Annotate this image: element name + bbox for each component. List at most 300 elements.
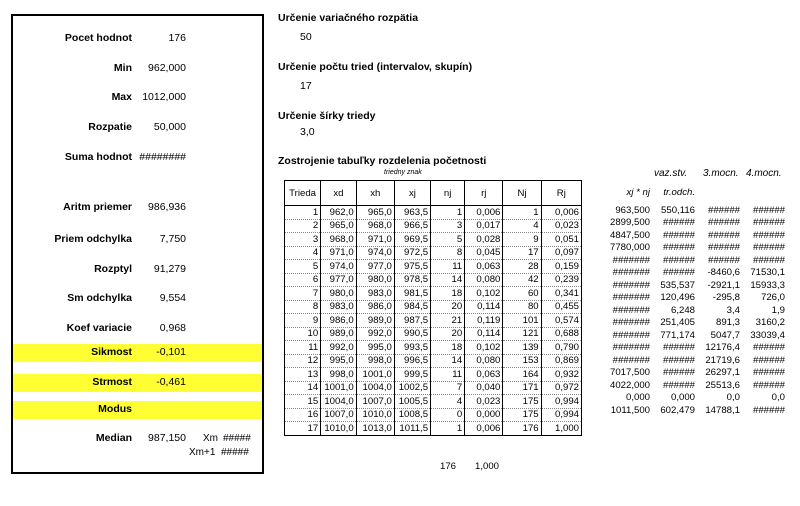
side-table-row bbox=[601, 292, 786, 305]
table-row bbox=[285, 341, 582, 355]
side-table-cell[interactable]: ###### bbox=[662, 254, 695, 266]
range-value[interactable]: 50 bbox=[300, 31, 312, 43]
side-header-4-mocn: 4.mocn. bbox=[746, 168, 782, 179]
table-row bbox=[285, 300, 582, 314]
table-cell[interactable]: 1011,5 bbox=[394, 422, 430, 436]
table-cell[interactable]: 15 bbox=[285, 395, 321, 409]
stat-value[interactable]: -0,101 bbox=[156, 346, 186, 358]
table-cell[interactable]: 5 bbox=[431, 233, 465, 247]
frequency-table-header bbox=[285, 181, 582, 206]
table-cell[interactable]: 993,5 bbox=[394, 341, 430, 355]
table-cell[interactable]: 164 bbox=[503, 368, 541, 382]
table-cell[interactable]: 968,0 bbox=[356, 219, 394, 233]
table-cell[interactable]: 992,0 bbox=[321, 341, 356, 355]
side-table-cell[interactable]: ###### bbox=[707, 217, 740, 229]
table-cell[interactable]: 153 bbox=[503, 354, 541, 368]
side-table-cell[interactable]: 7780,000 bbox=[609, 242, 650, 254]
table-cell[interactable]: 2 bbox=[285, 219, 321, 233]
table-cell[interactable]: 965,0 bbox=[356, 206, 394, 220]
stat-value[interactable]: 7,750 bbox=[159, 233, 186, 245]
table-cell[interactable]: 975,5 bbox=[394, 260, 430, 274]
table-cell[interactable]: 1010,0 bbox=[356, 408, 394, 422]
table-cell[interactable]: 969,5 bbox=[394, 233, 430, 247]
stat-label: Sm odchylka bbox=[67, 292, 132, 304]
side-table-cell[interactable]: 21719,6 bbox=[705, 354, 740, 366]
table-cell[interactable]: 121 bbox=[503, 327, 541, 341]
table-row bbox=[285, 327, 582, 341]
table-cell[interactable]: 983,0 bbox=[321, 300, 356, 314]
stat-row bbox=[13, 89, 262, 107]
stat-label: Strmost bbox=[92, 376, 132, 388]
side-table-cell[interactable]: ####### bbox=[612, 317, 650, 329]
table-cell[interactable]: 175 bbox=[503, 408, 541, 422]
table-cell[interactable]: 1007,0 bbox=[356, 395, 394, 409]
table-cell[interactable]: 1 bbox=[431, 422, 465, 436]
side-table-cell[interactable]: 6,248 bbox=[670, 304, 695, 316]
table-cell[interactable]: 1007,0 bbox=[321, 408, 356, 422]
table-cell[interactable]: 0,006 bbox=[465, 422, 503, 436]
table-cell[interactable]: 972,5 bbox=[394, 246, 430, 260]
stat-label: Rozpatie bbox=[88, 121, 132, 133]
side-table-cell[interactable]: 2899,500 bbox=[609, 217, 650, 229]
table-cell[interactable]: 176 bbox=[503, 422, 541, 436]
side-table-cell[interactable]: 550,116 bbox=[661, 204, 695, 216]
table-cell[interactable]: 1008,5 bbox=[394, 408, 430, 422]
side-table-cell[interactable]: ####### bbox=[612, 254, 650, 266]
table-cell[interactable]: 0,688 bbox=[541, 327, 581, 341]
stat-row bbox=[13, 199, 262, 217]
table-cell[interactable]: 8 bbox=[285, 300, 321, 314]
table-cell[interactable]: 18 bbox=[431, 341, 465, 355]
side-table-cell[interactable]: ###### bbox=[752, 229, 785, 241]
side-table-row bbox=[601, 404, 786, 417]
table-cell[interactable]: 7 bbox=[431, 381, 465, 395]
table-cell[interactable]: 0,341 bbox=[541, 287, 581, 301]
table-cell[interactable]: 0,023 bbox=[465, 395, 503, 409]
side-table-cell[interactable]: ###### bbox=[752, 254, 785, 266]
table-cell[interactable]: 11 bbox=[285, 341, 321, 355]
side-table-cell[interactable]: 26297,1 bbox=[705, 367, 740, 379]
side-table-cell[interactable]: 1011,500 bbox=[610, 404, 650, 416]
side-table-cell[interactable]: 0,000 bbox=[625, 392, 650, 404]
table-cell[interactable]: 9 bbox=[503, 233, 541, 247]
table-cell[interactable]: 963,5 bbox=[394, 206, 430, 220]
table-cell[interactable]: 0,023 bbox=[541, 219, 581, 233]
table-row bbox=[285, 287, 582, 301]
sum-nj[interactable]: 176 bbox=[440, 461, 457, 472]
side-table-cell[interactable]: ###### bbox=[707, 242, 740, 254]
table-cell[interactable]: 0,119 bbox=[465, 314, 503, 328]
table-cell[interactable]: 980,0 bbox=[356, 273, 394, 287]
table-cell[interactable]: 1005,5 bbox=[394, 395, 430, 409]
side-table-row bbox=[601, 242, 786, 255]
stat-value[interactable]: 1012,000 bbox=[142, 91, 186, 103]
side-table-cell[interactable]: 602,479 bbox=[660, 404, 695, 416]
stat-row bbox=[13, 374, 262, 392]
table-cell[interactable]: 1 bbox=[431, 206, 465, 220]
side-table-cell[interactable]: 3160,2 bbox=[755, 317, 785, 329]
frequency-table bbox=[284, 180, 582, 436]
table-cell[interactable]: 0,045 bbox=[465, 246, 503, 260]
side-table-cell[interactable]: ###### bbox=[752, 204, 785, 216]
table-cell[interactable]: 20 bbox=[431, 300, 465, 314]
xm-value[interactable]: ##### bbox=[223, 433, 251, 444]
table-cell[interactable]: 978,5 bbox=[394, 273, 430, 287]
side-table-row bbox=[601, 267, 786, 280]
classes-value[interactable]: 17 bbox=[300, 80, 312, 92]
side-table-cell[interactable]: 0,0 bbox=[771, 392, 785, 404]
side-table-cell[interactable]: 7017,500 bbox=[609, 367, 650, 379]
side-table-cell[interactable]: 0,000 bbox=[670, 392, 695, 404]
stat-value[interactable]: 987,150 bbox=[148, 432, 186, 444]
table-row bbox=[285, 395, 582, 409]
table-cell[interactable]: 0,159 bbox=[541, 260, 581, 274]
stat-value[interactable]: 91,279 bbox=[153, 263, 186, 275]
column-header[interactable]: xj bbox=[394, 181, 430, 206]
stat-label: Priem odchylka bbox=[54, 233, 132, 245]
side-table-cell[interactable]: ####### bbox=[612, 342, 650, 354]
side-table-cell[interactable]: 963,500 bbox=[615, 204, 650, 216]
side-table-cell[interactable]: 4022,000 bbox=[609, 379, 650, 391]
table-cell[interactable]: 0,972 bbox=[541, 381, 581, 395]
table-cell[interactable]: 4 bbox=[431, 395, 465, 409]
xm1-value[interactable]: ##### bbox=[221, 447, 249, 458]
frequency-table-body bbox=[285, 206, 582, 436]
table-cell[interactable]: 0,932 bbox=[541, 368, 581, 382]
side-table-cell[interactable]: 5047,7 bbox=[710, 329, 740, 341]
table-cell[interactable]: 1 bbox=[503, 206, 541, 220]
table-cell[interactable]: 0,080 bbox=[465, 273, 503, 287]
table-row bbox=[285, 233, 582, 247]
table-cell[interactable]: 971,0 bbox=[321, 246, 356, 260]
side-table-cell[interactable]: ###### bbox=[662, 229, 695, 241]
stat-value[interactable]: -0,461 bbox=[156, 376, 186, 388]
table-cell[interactable]: 1002,5 bbox=[394, 381, 430, 395]
table-cell[interactable]: 980,0 bbox=[321, 287, 356, 301]
side-table-cell[interactable]: ###### bbox=[752, 404, 785, 416]
table-cell[interactable]: 990,5 bbox=[394, 327, 430, 341]
side-table-cell[interactable]: 1,9 bbox=[771, 304, 785, 316]
table-cell[interactable]: 21 bbox=[431, 314, 465, 328]
side-column-header[interactable] bbox=[741, 180, 786, 204]
table-cell[interactable]: 986,0 bbox=[321, 314, 356, 328]
table-cell[interactable]: 1001,0 bbox=[356, 368, 394, 382]
table-cell[interactable]: 0,114 bbox=[465, 327, 503, 341]
table-cell[interactable]: 17 bbox=[503, 246, 541, 260]
table-cell[interactable]: 966,5 bbox=[394, 219, 430, 233]
side-table-body bbox=[601, 204, 786, 417]
table-cell[interactable]: 0,063 bbox=[465, 368, 503, 382]
side-column-header[interactable] bbox=[696, 180, 741, 204]
table-row bbox=[285, 381, 582, 395]
table-cell[interactable]: 1,000 bbox=[541, 422, 581, 436]
side-table-cell[interactable]: ###### bbox=[662, 379, 695, 391]
table-cell[interactable]: 11 bbox=[431, 368, 465, 382]
table-cell[interactable]: 171 bbox=[503, 381, 541, 395]
table-cell[interactable]: 974,0 bbox=[356, 246, 394, 260]
side-table-row bbox=[601, 304, 786, 317]
side-table-row bbox=[601, 367, 786, 380]
side-table-cell[interactable]: -295,8 bbox=[712, 292, 740, 304]
table-cell[interactable]: 0,006 bbox=[541, 206, 581, 220]
side-table-cell[interactable]: 71530,1 bbox=[750, 267, 785, 279]
stat-row bbox=[13, 344, 262, 362]
table-cell[interactable]: 28 bbox=[503, 260, 541, 274]
table-cell[interactable]: 989,0 bbox=[356, 314, 394, 328]
stat-row bbox=[13, 60, 262, 78]
table-cell[interactable]: 14 bbox=[431, 354, 465, 368]
side-table-cell[interactable]: 3,4 bbox=[726, 304, 740, 316]
stat-row bbox=[13, 119, 262, 137]
table-row bbox=[285, 246, 582, 260]
table-cell[interactable]: 0,080 bbox=[465, 354, 503, 368]
side-table-cell[interactable]: ###### bbox=[752, 367, 785, 379]
table-cell[interactable]: 971,0 bbox=[356, 233, 394, 247]
side-table-cell[interactable]: 120,496 bbox=[660, 292, 695, 304]
table-cell[interactable]: 0,040 bbox=[465, 381, 503, 395]
table-cell[interactable]: 987,5 bbox=[394, 314, 430, 328]
stat-label: Min bbox=[113, 62, 132, 74]
table-row bbox=[285, 273, 582, 287]
side-column-header[interactable]: xj * nj bbox=[626, 186, 650, 198]
table-cell[interactable]: 0,790 bbox=[541, 341, 581, 355]
table-cell[interactable]: 983,0 bbox=[356, 287, 394, 301]
stat-row bbox=[13, 30, 262, 48]
side-table-row bbox=[601, 229, 786, 242]
table-cell[interactable]: 0,455 bbox=[541, 300, 581, 314]
stat-value[interactable]: 986,936 bbox=[148, 201, 186, 213]
side-table-cell[interactable]: ####### bbox=[612, 279, 650, 291]
table-cell[interactable]: 10 bbox=[285, 327, 321, 341]
table-cell[interactable]: 16 bbox=[285, 408, 321, 422]
stat-row bbox=[13, 290, 262, 308]
table-cell[interactable]: 17 bbox=[285, 422, 321, 436]
side-table-cell[interactable]: 4847,500 bbox=[609, 229, 650, 241]
table-cell[interactable]: 974,0 bbox=[321, 260, 356, 274]
table-cell[interactable]: 996,5 bbox=[394, 354, 430, 368]
table-cell[interactable]: 3 bbox=[285, 233, 321, 247]
side-table-cell[interactable]: 0,0 bbox=[726, 392, 740, 404]
stat-label: Modus bbox=[98, 403, 132, 415]
side-table-cell[interactable]: ####### bbox=[612, 304, 650, 316]
column-header[interactable]: Rj bbox=[541, 181, 581, 206]
side-table-cell[interactable]: 33039,4 bbox=[750, 329, 785, 341]
table-cell[interactable]: 0,574 bbox=[541, 314, 581, 328]
side-table-cell[interactable]: ###### bbox=[707, 204, 740, 216]
column-header[interactable]: xd bbox=[321, 181, 356, 206]
table-cell[interactable]: 989,0 bbox=[321, 327, 356, 341]
table-cell[interactable]: 1004,0 bbox=[356, 381, 394, 395]
side-table-row bbox=[601, 379, 786, 392]
table-cell[interactable]: 1013,0 bbox=[356, 422, 394, 436]
table-cell[interactable]: 992,0 bbox=[356, 327, 394, 341]
side-table-cell[interactable]: ###### bbox=[752, 242, 785, 254]
side-table-cell[interactable]: 891,3 bbox=[715, 317, 740, 329]
table-cell[interactable]: 7 bbox=[285, 287, 321, 301]
column-header[interactable]: Trieda bbox=[285, 181, 321, 206]
side-table-cell[interactable]: ###### bbox=[662, 217, 695, 229]
table-cell[interactable]: 0,114 bbox=[465, 300, 503, 314]
stat-value[interactable]: ######## bbox=[139, 151, 186, 163]
side-table-cell[interactable]: ###### bbox=[662, 342, 695, 354]
side-table-cell[interactable]: ###### bbox=[707, 254, 740, 266]
table-cell[interactable]: 101 bbox=[503, 314, 541, 328]
side-table-cell[interactable]: ####### bbox=[612, 329, 650, 341]
stat-label: Max bbox=[111, 91, 132, 103]
table-cell[interactable]: 0 bbox=[431, 408, 465, 422]
side-table-row bbox=[601, 329, 786, 342]
stat-value[interactable]: 9,554 bbox=[159, 292, 186, 304]
column-header[interactable]: xh bbox=[356, 181, 394, 206]
side-table-cell[interactable]: ####### bbox=[612, 267, 650, 279]
table-cell[interactable]: 20 bbox=[431, 327, 465, 341]
side-table-cell[interactable]: ###### bbox=[752, 354, 785, 366]
table-cell[interactable]: 999,5 bbox=[394, 368, 430, 382]
triedny-znak-label: triedny znak bbox=[384, 169, 422, 176]
stat-value[interactable]: 50,000 bbox=[153, 121, 186, 133]
table-cell[interactable]: 0,097 bbox=[541, 246, 581, 260]
table-cell[interactable]: 3 bbox=[431, 219, 465, 233]
table-cell[interactable]: 8 bbox=[431, 246, 465, 260]
table-cell[interactable]: 13 bbox=[285, 368, 321, 382]
side-table-cell[interactable]: ###### bbox=[662, 242, 695, 254]
table-cell[interactable]: 0,102 bbox=[465, 341, 503, 355]
column-header[interactable]: Nj bbox=[503, 181, 541, 206]
table-row bbox=[285, 422, 582, 436]
table-cell[interactable]: 0,000 bbox=[465, 408, 503, 422]
side-column-header[interactable]: tr.odch. bbox=[663, 186, 695, 198]
stat-value[interactable]: 0,968 bbox=[159, 322, 186, 334]
sum-rj[interactable]: 1,000 bbox=[475, 461, 500, 472]
table-cell[interactable]: 80 bbox=[503, 300, 541, 314]
table-cell[interactable]: 60 bbox=[503, 287, 541, 301]
side-table-cell[interactable]: 726,0 bbox=[760, 292, 785, 304]
stat-label: Koef variacie bbox=[66, 322, 132, 334]
table-cell[interactable]: 1010,0 bbox=[321, 422, 356, 436]
side-table-cell[interactable]: -8460,6 bbox=[707, 267, 740, 279]
table-cell[interactable]: 1004,0 bbox=[321, 395, 356, 409]
table-cell[interactable]: 4 bbox=[285, 246, 321, 260]
side-table-cell[interactable]: ###### bbox=[662, 354, 695, 366]
table-cell[interactable]: 11 bbox=[431, 260, 465, 274]
table-cell[interactable]: 0,994 bbox=[541, 395, 581, 409]
stat-label: Suma hodnot bbox=[64, 151, 132, 163]
table-cell[interactable]: 12 bbox=[285, 354, 321, 368]
side-table-cell[interactable]: ####### bbox=[612, 292, 650, 304]
table-cell[interactable]: 0,006 bbox=[465, 206, 503, 220]
stat-row bbox=[13, 320, 262, 338]
table-cell[interactable]: 18 bbox=[431, 287, 465, 301]
table-cell[interactable]: 0,017 bbox=[465, 219, 503, 233]
table-cell[interactable]: 962,0 bbox=[321, 206, 356, 220]
side-table-cell[interactable]: ###### bbox=[752, 217, 785, 229]
table-cell[interactable]: 995,0 bbox=[321, 354, 356, 368]
table-cell[interactable]: 6 bbox=[285, 273, 321, 287]
stat-value[interactable]: 962,000 bbox=[148, 62, 186, 74]
table-cell[interactable]: 977,0 bbox=[356, 260, 394, 274]
side-table-cell[interactable]: 12176,4 bbox=[705, 342, 740, 354]
side-table-cell[interactable]: ###### bbox=[707, 229, 740, 241]
table-heading: Zostrojenie tabuľky rozdelenia početnosti bbox=[278, 155, 487, 167]
table-cell[interactable]: 977,0 bbox=[321, 273, 356, 287]
side-header-vaz-stv: vaz.stv. bbox=[654, 168, 688, 179]
side-table-row bbox=[601, 279, 786, 292]
table-cell[interactable]: 986,0 bbox=[356, 300, 394, 314]
side-table-row bbox=[601, 217, 786, 230]
side-table-cell[interactable]: 771,174 bbox=[660, 329, 695, 341]
table-cell[interactable]: 984,5 bbox=[394, 300, 430, 314]
table-cell[interactable]: 1001,0 bbox=[321, 381, 356, 395]
column-header[interactable]: nj bbox=[431, 181, 465, 206]
table-cell[interactable]: 0,051 bbox=[541, 233, 581, 247]
side-table-cell[interactable]: ###### bbox=[662, 267, 695, 279]
stat-value[interactable]: 176 bbox=[168, 32, 186, 44]
xm-label: Xm bbox=[203, 433, 218, 444]
side-table-cell[interactable]: 14788,1 bbox=[705, 404, 740, 416]
stat-row bbox=[13, 149, 262, 167]
side-table-row bbox=[601, 204, 786, 217]
table-cell[interactable]: 0,028 bbox=[465, 233, 503, 247]
table-cell[interactable]: 9 bbox=[285, 314, 321, 328]
statistics-panel bbox=[11, 14, 264, 474]
side-table-cell[interactable]: 15933,3 bbox=[750, 279, 785, 291]
side-table-cell[interactable]: 25513,6 bbox=[705, 379, 740, 391]
table-cell[interactable]: 1 bbox=[285, 206, 321, 220]
xm1-label: Xm+1 bbox=[189, 447, 216, 458]
side-table-row bbox=[601, 354, 786, 367]
side-table-row bbox=[601, 254, 786, 267]
side-table-cell[interactable]: ####### bbox=[612, 354, 650, 366]
table-cell[interactable]: 175 bbox=[503, 395, 541, 409]
table-cell[interactable]: 42 bbox=[503, 273, 541, 287]
table-cell[interactable]: 0,063 bbox=[465, 260, 503, 274]
side-table-cell[interactable]: 251,405 bbox=[660, 317, 695, 329]
table-cell[interactable]: 0,869 bbox=[541, 354, 581, 368]
stat-row bbox=[13, 401, 262, 419]
table-cell[interactable]: 4 bbox=[503, 219, 541, 233]
side-table-cell[interactable]: ###### bbox=[752, 379, 785, 391]
table-row bbox=[285, 206, 582, 220]
table-row bbox=[285, 219, 582, 233]
side-table-cell[interactable]: -2921,1 bbox=[707, 279, 740, 291]
table-cell[interactable]: 968,0 bbox=[321, 233, 356, 247]
table-cell[interactable]: 998,0 bbox=[321, 368, 356, 382]
table-cell[interactable]: 14 bbox=[431, 273, 465, 287]
table-cell[interactable]: 998,0 bbox=[356, 354, 394, 368]
table-row bbox=[285, 314, 582, 328]
width-heading: Určenie šírky triedy bbox=[278, 110, 376, 122]
side-table-cell[interactable]: ###### bbox=[662, 367, 695, 379]
table-cell[interactable]: 0,102 bbox=[465, 287, 503, 301]
table-cell[interactable]: 14 bbox=[285, 381, 321, 395]
side-table-row bbox=[601, 317, 786, 330]
table-cell[interactable]: 981,5 bbox=[394, 287, 430, 301]
side-table-cell[interactable]: 535,537 bbox=[660, 279, 695, 291]
range-heading: Určenie variačného rozpätia bbox=[278, 12, 419, 24]
table-row bbox=[285, 354, 582, 368]
table-cell[interactable]: 139 bbox=[503, 341, 541, 355]
side-table-header bbox=[601, 180, 786, 204]
table-cell[interactable]: 965,0 bbox=[321, 219, 356, 233]
table-cell[interactable]: 0,239 bbox=[541, 273, 581, 287]
column-header[interactable]: rj bbox=[465, 181, 503, 206]
table-cell[interactable]: 995,0 bbox=[356, 341, 394, 355]
side-table-row bbox=[601, 392, 786, 405]
side-table-cell[interactable]: ###### bbox=[752, 342, 785, 354]
table-cell[interactable]: 5 bbox=[285, 260, 321, 274]
table-cell[interactable]: 0,994 bbox=[541, 408, 581, 422]
width-value[interactable]: 3,0 bbox=[300, 126, 315, 138]
